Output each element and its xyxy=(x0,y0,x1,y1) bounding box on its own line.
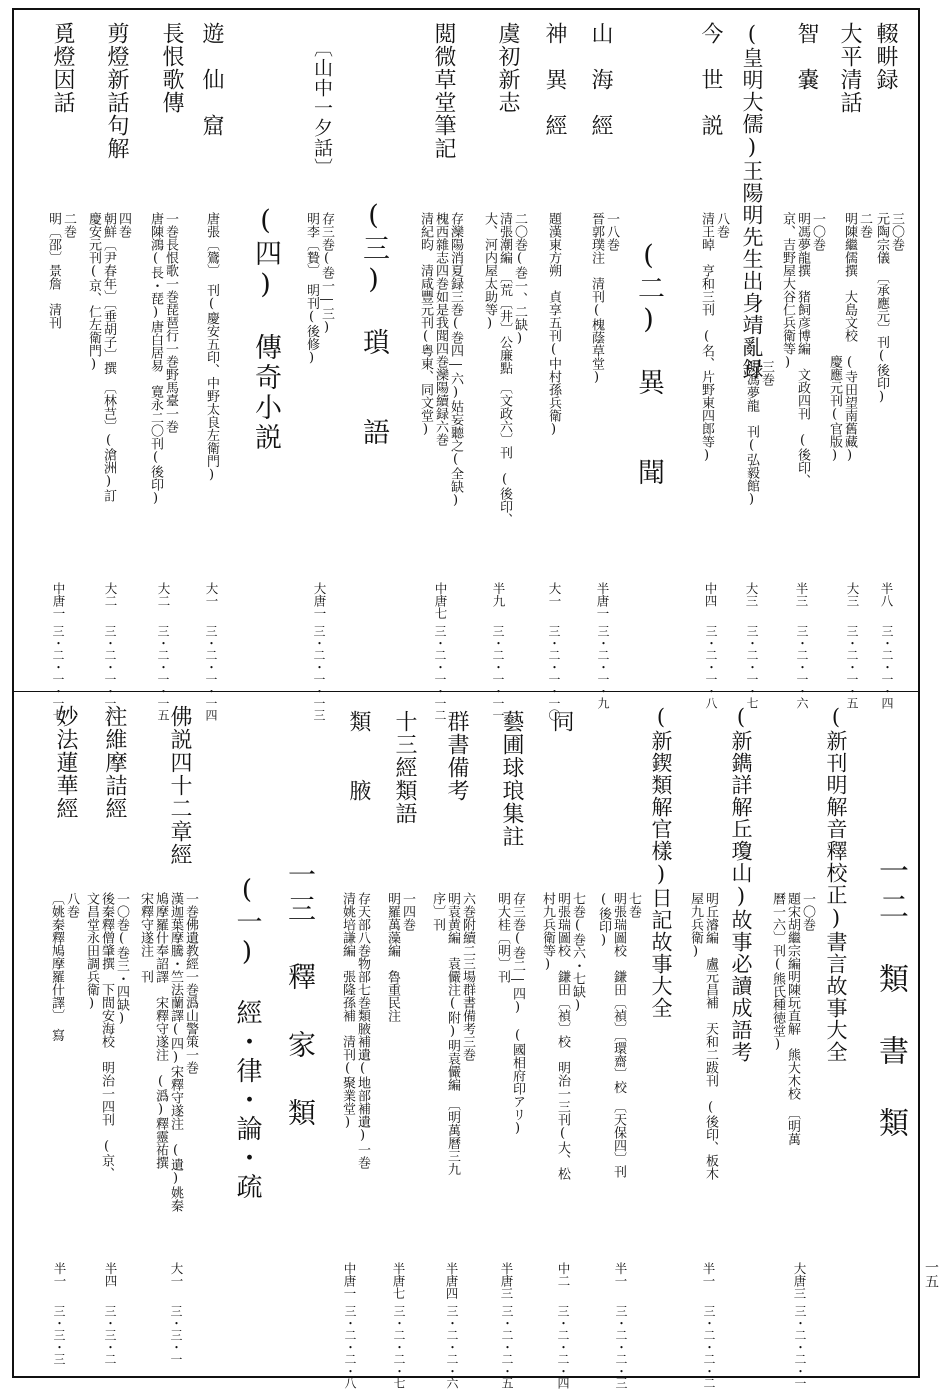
entry-note: 七巻 明張瑞圖校 鎌田〔禎〕〔環齋〕校 〔天保四〕刊 (後印) xyxy=(596,892,641,1178)
entry-note: 三〇巻 元陶宗儀 〔承應元〕刊(後印) xyxy=(874,212,904,405)
entry-format-code: 中唐一 xyxy=(342,1262,357,1300)
entry-title: 山 海 經 xyxy=(588,22,613,137)
entry-catalog-number: 三・二・二・四 xyxy=(556,1305,570,1389)
entry-catalog-number: 三・二・二・五 xyxy=(500,1305,514,1389)
entry-title: 大平清話 xyxy=(837,22,862,114)
entry-note: 七巻(巻六・七缺) 明張瑞圖校 鎌田〔禎〕校 明治一三刊(大、松 村九兵衛等) xyxy=(540,892,585,1180)
entry-catalog-number: 三・二・二・二 xyxy=(702,1305,716,1389)
entry-note: 題漢東方朔 貞享五刊(中村孫兵衛) xyxy=(546,212,561,437)
entry-title: 同 xyxy=(549,710,574,733)
entry-format-code: 大三 xyxy=(845,582,860,607)
entry-title: 佛説四十二章經 xyxy=(167,705,192,866)
entry-note: 存三巻(巻一―三) 明李〔贄〕 明刊(後修) xyxy=(304,212,334,366)
entry-title: 閲微草堂筆記 xyxy=(431,22,456,160)
section-heading: 一三 釋 家 類 xyxy=(284,860,317,1132)
entry-title: 神 異 經 xyxy=(542,22,567,137)
entry-format-code: 半三 xyxy=(794,582,809,607)
entry-format-code: 大唐一 xyxy=(312,582,327,620)
section-divider xyxy=(14,691,918,692)
entry-note: 三巻 明馮夢龍 刊(弘毅館) xyxy=(744,360,774,507)
entry-title: 智 嚢 xyxy=(794,22,819,91)
entry-note: 八巻 〔姚秦釋鳩摩羅什譯〕 寫 xyxy=(49,892,79,1042)
section-heading: (一) 經・律・論・疏 xyxy=(232,875,262,1202)
entry-format-code: 大一 xyxy=(204,582,219,607)
entry-format-code: 半唐七 xyxy=(391,1262,406,1300)
entry-note: 二巻 明陳繼儒撰 大島文校 (寺田望南舊藏) 慶應元刊(官版) xyxy=(827,212,872,463)
entry-title: 今 世 説 xyxy=(698,22,723,137)
entry-catalog-number: 三・二・二・一 xyxy=(793,1305,807,1389)
entry-format-code: 中唐一 xyxy=(51,582,66,620)
entry-note: 一巻長恨歌一巻琵琶行一巻野馬臺一巻 唐陳鴻(長・琵)唐白居易 寛永二〇刊(後印) xyxy=(148,212,178,506)
entry-note: 一八巻 晉郭璞注 清刊(槐蔭草堂) xyxy=(589,212,619,385)
entry-title: 輟畊録 xyxy=(873,22,898,91)
entry-format-code: 大一 xyxy=(547,582,562,607)
entry-catalog-number: 三・二・二・六 xyxy=(445,1305,459,1389)
entry-catalog-number: 三・二・一・六 xyxy=(795,625,809,709)
entry-format-code: 半一 xyxy=(701,1262,716,1287)
entry-note: 八巻 清王晫 亨和三刊 (名、片野東四郎等) xyxy=(699,212,729,463)
entry-format-code: 半九 xyxy=(491,582,506,607)
entry-format-code: 半一 xyxy=(52,1262,67,1287)
entry-format-code: 半四 xyxy=(103,1262,118,1287)
entry-catalog-number: 三・三・二 xyxy=(103,1305,117,1365)
entry-title: (皇明大儒)王陽明先生出身靖亂録 xyxy=(740,22,764,380)
entry-format-code: 大二 xyxy=(103,582,118,607)
entry-format-code: 中二 xyxy=(556,1262,571,1287)
section-heading: 一二 類 書 類 xyxy=(873,855,908,1143)
entry-title: 遊 仙 窟 xyxy=(199,22,224,137)
entry-catalog-number: 三・二・一・一四 xyxy=(204,625,218,721)
section-heading: (二) 異 聞 xyxy=(633,240,664,488)
entry-note: 一〇巻 明馮夢龍撰 猪飼彦博編 文政四刊 (後印、 京、吉野屋大谷仁兵衛等) xyxy=(780,212,825,487)
entry-note: 一〇巻(巻三・四缺) 後秦釋僧肇撰 下間安海校 明治一四刊 (京、 文昌堂永田調兵衛) xyxy=(84,892,129,1180)
entry-title: 注維摩詰經 xyxy=(102,705,127,820)
entry-format-code: 半唐四 xyxy=(444,1262,459,1300)
entry-catalog-number: 三・三・一 xyxy=(169,1305,183,1365)
entry-title: 類 腋 xyxy=(346,710,371,802)
entry-format-code: 半唐一 xyxy=(595,582,610,620)
entry-note: 明丘濬編 盧元昌補 天和二跋刊 (後印、板木 屋九兵衛) xyxy=(688,892,718,1180)
entry-catalog-number: 三・二・二・三 xyxy=(614,1305,628,1389)
entry-catalog-number: 三・二・一・一〇 xyxy=(547,625,561,721)
entry-catalog-number: 三・三・三 xyxy=(52,1305,66,1365)
entry-title: (新鐫詳解丘瓊山)故事必讀成語考 xyxy=(729,705,753,1063)
entry-note: 存三巻(巻二―四) (國相府印アリ) 明大桂〔明〕刊 xyxy=(495,892,525,1136)
entry-note: 六巻附續二三場群書備考三巻 明袁黄編 袁儼注(附)明袁儼編 〔明萬曆三九 序〕刊 xyxy=(430,892,475,1176)
entry-catalog-number: 三・二・一・一六 xyxy=(103,625,117,721)
entry-note: 一四巻 明羅萬藻編 魯重民注 xyxy=(385,892,415,1022)
entry-catalog-number: 三・二・一・一七 xyxy=(51,625,65,721)
entry-note: 二〇巻(巻一、二缺) 清張潮編 〔荒〔井〕公廉點 〔文政六〕刊 (後印、 大、河内屋太助等) xyxy=(482,212,527,526)
entry-title: 覓燈因話 xyxy=(50,22,75,114)
entry-title: 〔山中一夕話〕 xyxy=(311,38,333,178)
entry-note: 四巻 朝鮮〔尹春年〕〔垂胡子〕撰 〔林芑〕(滄洲)訂 慶安元刊(京、仁左衛門) xyxy=(86,212,131,502)
entry-format-code: 大二 xyxy=(156,582,171,607)
entry-format-code: 大三 xyxy=(744,582,759,607)
entry-title: 妙法蓮華經 xyxy=(53,705,78,820)
entry-format-code: 大一 xyxy=(169,1262,184,1287)
entry-title: 藝圃球琅集註 xyxy=(499,710,524,848)
entry-catalog-number: 三・二・一・七 xyxy=(745,625,759,709)
section-heading: (三) 瑣 語 xyxy=(358,200,389,448)
entry-note: 存灤陽消夏録三巻(巻四―六)姑妄聽之(全缺) 槐西雜志四巻如是我聞四巻灤陽續録六巻 清紀昀 清咸豐元刊(粤東、同文堂) xyxy=(418,212,463,508)
entry-title: 長恨歌傳 xyxy=(159,22,184,114)
entry-note: 二巻 明〔邵〕景詹 清刊 xyxy=(46,212,76,329)
entry-catalog-number: 三・二・二・八 xyxy=(343,1305,357,1389)
entry-format-code: 半唐三 xyxy=(499,1262,514,1300)
entry-title: (新刊明解音釋校正)書言故事大全 xyxy=(824,705,848,1063)
entry-catalog-number: 三・二・一・一三 xyxy=(312,625,326,721)
entry-title: 虞初新志 xyxy=(495,22,520,114)
entry-title: 十三經類語 xyxy=(392,710,417,825)
section-heading: (四) 傳奇小説 xyxy=(250,205,281,453)
entry-catalog-number: 三・二・一・一二 xyxy=(433,625,447,721)
page-number: 一五 xyxy=(923,1260,939,1288)
entry-title: 剪燈新話句解 xyxy=(104,22,129,160)
entry-title: (新鍥類解官樣)日記故事大全 xyxy=(649,705,673,1019)
entry-title: 群書備考 xyxy=(444,710,469,802)
entry-note: 唐張〔鷟〕 刊(慶安五印、中野太良左衛門) xyxy=(204,212,219,483)
entry-catalog-number: 三・二・一・八 xyxy=(704,625,718,709)
entry-catalog-number: 三・二・一・四 xyxy=(880,625,894,709)
entry-catalog-number: 三・二・一・一一 xyxy=(491,625,505,721)
entry-format-code: 半八 xyxy=(879,582,894,607)
entry-format-code: 大唐三 xyxy=(792,1262,807,1300)
entry-catalog-number: 三・二・一・一五 xyxy=(156,625,170,721)
entry-format-code: 中唐七 xyxy=(433,582,448,620)
entry-note: 一〇巻 題宋胡繼宗編明陳玩直解 熊大木校 〔明萬 曆一六〕刊(熊氏種徳堂) xyxy=(770,892,815,1146)
entry-format-code: 中四 xyxy=(703,582,718,607)
entry-note: 一巻佛遺教經一巻潙山警策一巻 漢迦葉摩騰・竺法蘭譯(四)宋釋守遂注 (遺)姚秦 鳩摩羅什奉詔譯 宋釋守遂注 (潙)釋靈祐撰 宋釋守遂注 刊 xyxy=(138,892,198,1212)
entry-catalog-number: 三・二・一・五 xyxy=(845,625,859,709)
entry-format-code: 半一 xyxy=(613,1262,628,1287)
entry-note: 存天部八巻物部七巻類腋補遺(地部補遺)一巻 清姚培謙編 張隆孫補 清刊(聚業堂) xyxy=(340,892,370,1169)
entry-catalog-number: 三・二・二・七 xyxy=(392,1305,406,1389)
entry-catalog-number: 三・二・一・九 xyxy=(596,625,610,709)
